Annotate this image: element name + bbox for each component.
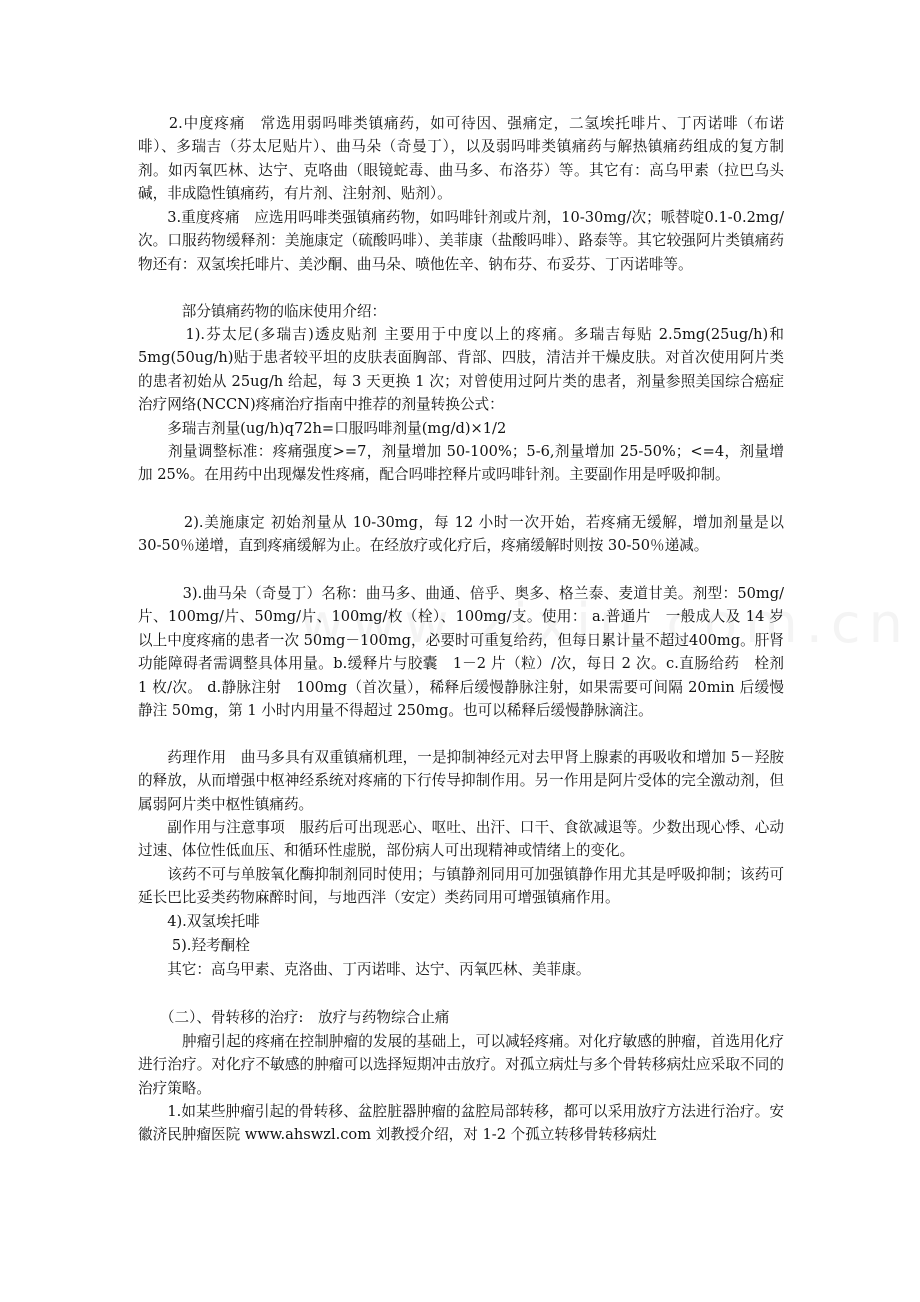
paragraph-dose-adjustment: 剂量调整标准：疼痛强度>=7，剂量增加 50-100%；5-6,剂量增加 25-50%；<=4，剂量增加 25%。在用药中出现爆发性疼痛，配合吗啡控释片或吗啡针剂。主要副作用是呼吸抑制。 xyxy=(138,443,784,484)
paragraph-tramadol: 3).曲马朵（奇曼丁）名称：曲马多、曲通、倍乎、奥多、格兰泰、麦道甘美。剂型：50mg/片、100mg/片、50mg/片、100mg/枚（栓）、100mg/支。使用： a.普通片 一般成人及 14 岁以上中度疼痛的患者一次 50mg－100mg，必要时可重复给药，但每日累计量不超过400mg。肝肾功能障碍者需调整具体用量。b.缓释片与胶囊 1－2 片（粒）/次，每日 2 次。c.直肠给药 栓剂 1 枚/次。 d.静脉注射 100mg（首次量），稀释后缓慢静脉注射，如果需要可间隔 20min 后缓慢静注 50mg，第 1 小时内用量不得超过 250mg。也可以稀释后缓慢静脉滴注。 xyxy=(138,585,799,720)
paragraph-pharmacology: 药理作用 曲马多具有双重镇痛机理，一是抑制神经元对去甲肾上腺素的再吸收和增加 5－羟胺的释放，从而增强中枢神经系统对疼痛的下行传导抑制作用。另一作用是阿片受体的完全激动剂，但属弱阿片类中枢性镇痛药。 xyxy=(138,749,784,813)
paragraph-fentanyl-formula: 多瑞吉剂量(ug/h)q72h=口服吗啡剂量(mg/d)×1/2 xyxy=(138,420,507,437)
paragraph-item-4: 4).双氢埃托啡 xyxy=(138,913,260,930)
section-heading-bone-metastasis: （二）、骨转移的治疗: 放疗与药物综合止痛 xyxy=(138,1009,450,1026)
paragraph-severe-pain: 3.重度疼痛 应选用吗啡类强镇痛药物，如吗啡针剂或片剂，10-30mg/次；哌替啶0.1-0.2mg/次。口服药物缓释剂：美施康定（硫酸吗啡）、美菲康（盐酸吗啡）、路泰等。其它较强阿片类镇痛药物还有：双氢埃托啡片、美沙酮、曲马朵、喷他佐辛、钠布芬、布妥芬、丁丙诺啡等。 xyxy=(138,209,784,273)
paragraph-moderate-pain: 2.中度疼痛 常选用弱吗啡类镇痛药，如可待因、强痛定，二氢埃托啡片、丁丙诺啡（布诺啡）、多瑞吉（芬太尼贴片）、曲马朵（奇曼丁），以及弱吗啡类镇痛药与解热镇痛药组成的复方制剂。如丙氧匹林、达宁、克咯曲（眼镜蛇毒、曲马多、布洛芬）等。其它有：高乌甲素（拉巴乌头碱，非成隐性镇痛药，有片剂、注射剂、贴剂）。 xyxy=(138,115,784,203)
paragraph-tumor-pain: 肿瘤引起的疼痛在控制肿瘤的发展的基础上，可以减轻疼痛。对化疗敏感的肿瘤，首选用化疗进行治疗。对化疗不敏感的肿瘤可以选择短期冲击放疗。对孤立病灶与多个骨转移病灶应采取不同的治疗策略。 xyxy=(138,1033,784,1097)
paragraph-ms-contin: 2).美施康定 初始剂量从 10-30mg，每 12 小时一次开始，若疼痛无缓解，增加剂量是以 30-50％递增，直到疼痛缓解为止。在经放疗或化疗后，疼痛缓解时则按 30-50％递减。 xyxy=(138,514,784,555)
paragraph-item-5: 5).羟考酮栓 xyxy=(138,937,250,954)
paragraph-drug-intro-heading: 部分镇痛药物的临床使用介绍： xyxy=(138,303,387,320)
paragraph-interactions: 该药不可与单胺氧化酶抑制剂同时使用；与镇静剂同用可加强镇静作用尤其是呼吸抑制；该药可延长巴比妥类药物麻醉时间，与地西泮（安定）类药同用可增强镇痛作用。 xyxy=(138,866,784,907)
paragraph-side-effects: 副作用与注意事项 服药后可出现恶心、呕吐、出汗、口干、食欲减退等。少数出现心悸、心动过速、体位性低血压、和循环性虚脱，部份病人可出现精神或情绪上的变化。 xyxy=(138,819,784,860)
paragraph-others: 其它：高乌甲素、克洛曲、丁丙诺啡、达宁、丙氧匹林、美菲康。 xyxy=(138,961,591,978)
paragraph-fentanyl: 1).芬太尼(多瑞吉)透皮贴剂 主要用于中度以上的疼痛。多瑞吉每贴 2.5mg(25ug/h)和 5mg(50ug/h)贴于患者较平坦的皮肤表面胸部、背部、四肢，清洁并干燥皮肤。对首次使用阿片类的患者初始从 25ug/h 给起，每 3 天更换 1 次；对曾使用过阿片类的患者，剂量参照美国综合癌症治疗网络(NCCN)疼痛治疗指南中推荐的剂量转换公式： xyxy=(138,326,784,414)
paragraph-radiotherapy: 1.如某些肿瘤引起的骨转移、盆腔脏器肿瘤的盆腔局部转移，都可以采用放疗方法进行治疗。安徽济民肿瘤医院 www.ahswzl.com 刘教授介绍，对 1-2 个孤立转移骨转移病灶 xyxy=(138,1103,784,1144)
